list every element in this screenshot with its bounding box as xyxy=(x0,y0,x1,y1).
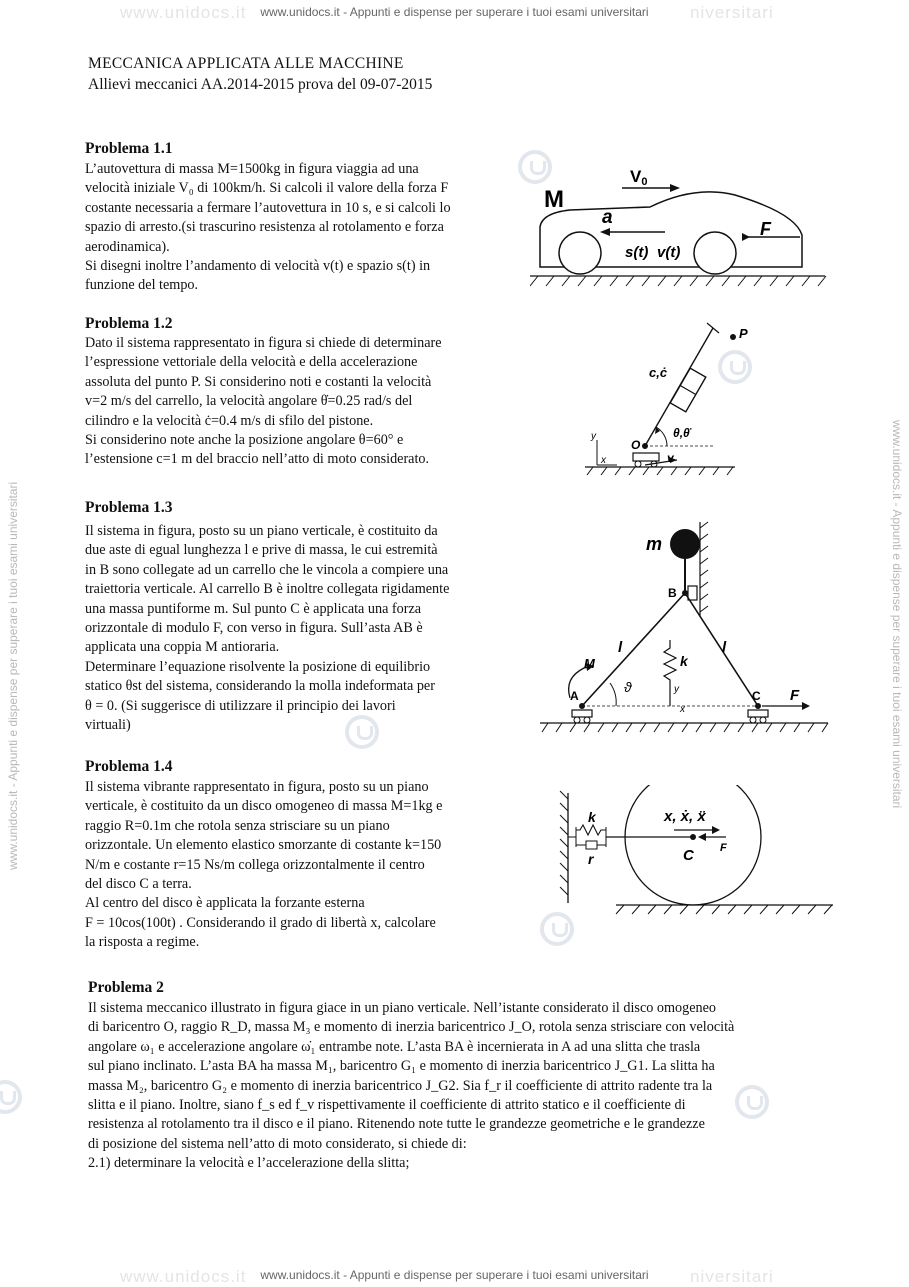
damper-r-label: r xyxy=(588,851,594,867)
text-line: traiettoria verticale. Al carrello B è inoltre collegata rigidamente xyxy=(85,581,450,598)
text-line: Il sistema meccanico illustrato in figura giace in un piano verticale. Nell’istante considerato il disco omogeneo xyxy=(88,1000,716,1016)
watermark-banner-text: www.unidocs.it - Appunti e dispense per superare i tuoi esami universitari xyxy=(256,5,652,19)
text-line: 2.1) determinare la velocità e l’accelerazione della slitta; xyxy=(88,1155,410,1172)
text-line: sul piano inclinato. L’asta BA ha massa M₁, baricentro G₁ e momento di inerzia baricentrico J_G1. La slitta ha xyxy=(88,1058,715,1075)
piston-arm-figure xyxy=(585,315,785,490)
text-line: Si disegni inoltre l’andamento di velocità v(t) e spazio s(t) in xyxy=(85,258,431,275)
angle-label: θ,θ̇ xyxy=(673,426,690,440)
text-line: Il sistema in figura, posto su un piano verticale, è costituito da xyxy=(85,523,438,539)
angle-theta-label: ϑ xyxy=(624,679,632,695)
point-c-label: C xyxy=(752,689,761,703)
problem-1-2-title: Problema 1.2 xyxy=(85,315,173,332)
rod-l-right-label: l xyxy=(722,639,727,656)
text-line: spazio di arresto.(si trascurino resistenza al rotolamento e forza xyxy=(85,219,444,236)
text-line: aerodinamica). xyxy=(85,238,170,255)
text-line: slitta e il piano. Inoltre, siano f_s ed f_v rispettivamente il coefficiente di attrito statico e il coefficiente di xyxy=(88,1097,686,1114)
problem-1-4-title: Problema 1.4 xyxy=(85,758,173,775)
velocity-label: v(t) xyxy=(657,244,681,261)
text-line: massa M₂, baricentro G₂ e momento di inerzia baricentrico J_G2. Sia f_r il coefficiente di attrito radente tra la xyxy=(88,1077,713,1094)
text-line: una massa puntiforme m. Sul punto C è applicata una forza xyxy=(85,600,422,617)
text-line: l’estensione c=1 m del braccio nell’atto di moto considerato. xyxy=(85,451,430,468)
center-c-label: C xyxy=(683,847,694,864)
watermark-vertical-left: www.unidocs.it - Appunti e dispense per superare i tuoi esami universitari xyxy=(6,481,20,870)
text-line: la risposta a regime. xyxy=(85,934,200,951)
text-line: virtuali) xyxy=(85,717,131,734)
force-f-label: F xyxy=(720,842,727,854)
rod-l-left-label: l xyxy=(618,639,623,656)
cart-velocity-label: v xyxy=(667,451,674,465)
point-a-label: A xyxy=(570,689,579,703)
couple-m-label: M xyxy=(584,656,595,671)
problem-1-1-title: Problema 1.1 xyxy=(85,140,173,157)
axis-x-label: x xyxy=(680,704,685,715)
watermark-banner-text: www.unidocs.it - Appunti e dispense per superare i tuoi esami universitari xyxy=(256,1268,652,1282)
text-line: l’espressione vettoriale della velocità e della accelerazione xyxy=(85,354,418,371)
problem-2-title: Problema 2 xyxy=(88,979,164,996)
text-line: del disco C a terra. xyxy=(85,876,192,893)
watermark-vertical-right: www.unidocs.it - Appunti e dispense per superare i tuoi esami universitari xyxy=(890,420,904,809)
text-line: di posizione del sistema nell’atto di moto considerato, si chiede di: xyxy=(88,1135,467,1152)
problem-1-4-text xyxy=(85,778,512,953)
text-line: orizzontale. Un elemento elastico smorzante di costante k=150 xyxy=(85,837,442,854)
text-line: Si considerino note anche la posizione angolare θ=60° e xyxy=(85,432,404,449)
text-line: θ = 0. (Si suggerisce di utilizzare il principio dei lavori xyxy=(85,697,396,714)
problem-1-2-text xyxy=(85,334,512,470)
arm-length-label: c,ċ xyxy=(649,365,668,380)
text-line: Dato il sistema rappresentato in figura si chiede di determinare xyxy=(85,335,442,351)
text-line: assoluta del punto P. Si considerino noti e costanti la velocità xyxy=(85,373,432,390)
text-line: costante necessaria a fermare l’autovettura in 10 s, e si calcoli lo xyxy=(85,199,451,216)
text-line: L’autovettura di massa M=1500kg in figura viaggia ad una xyxy=(85,161,419,177)
text-line: Il sistema vibrante rappresentato in figura, posto su un piano xyxy=(85,779,429,795)
car-figure xyxy=(530,155,830,295)
watermark-logo-icon xyxy=(0,1080,22,1114)
watermark-ghost-text: niversitari xyxy=(690,1267,774,1286)
text-line: in B sono collegate ad un carrello che le vincola a compiere una xyxy=(85,561,449,578)
axis-y-label: y xyxy=(674,684,679,695)
text-line: orizzontale di modulo F, con verso in figura. Sull’asta AB è xyxy=(85,620,423,637)
text-line: N/m e costante r=15 Ns/m collega orizzontalmente il centro xyxy=(85,856,425,873)
velocity-v0-label: V0 xyxy=(630,167,648,188)
exam-subtitle: Allievi meccanici AA.2014-2015 prova del 09-07-2015 xyxy=(88,76,433,93)
force-f-label: F xyxy=(790,687,800,704)
car-wheel-front xyxy=(694,232,736,274)
disk-vibration-figure xyxy=(548,785,833,930)
text-line: velocità iniziale V₀ di 100km/h. Si calcoli il valore della forza F xyxy=(85,180,449,197)
text-line: cilindro e la velocità ċ=0.4 m/s di sfilo del pistone. xyxy=(85,412,374,429)
problem-1-1-text xyxy=(85,160,512,296)
text-line: funzione del tempo. xyxy=(85,277,199,294)
text-line: applicata una coppia M antioraria. xyxy=(85,639,280,656)
watermark-banner-bottom xyxy=(0,1268,909,1282)
acceleration-label: a xyxy=(602,207,613,228)
text-line: angolare ω₁ e accelerazione angolare ω̇₁ entrambe note. L’asta BA è incernierata in A ad una slitta che trasla xyxy=(88,1038,701,1055)
text-line: F = 10cos(100t) . Considerando il grado di libertà x, calcolare xyxy=(85,914,436,931)
watermark-ghost-text: www.unidocs.it xyxy=(120,3,247,22)
watermark-ghost-text: niversitari xyxy=(690,3,774,22)
disk xyxy=(625,785,761,905)
force-label: F xyxy=(760,219,771,239)
text-line: Determinare l’equazione risolvente la posizione di equilibrio xyxy=(85,658,431,675)
displacement-label: x, ẋ, ẍ xyxy=(664,808,706,825)
text-line: raggio R=0.1m che rotola senza strisciare su un piano xyxy=(85,817,390,834)
text-line: Al centro del disco è applicata la forzante esterna xyxy=(85,895,365,912)
axis-y-label: y xyxy=(591,431,596,442)
text-line: resistenza al rotolamento tra il disco e il piano. Ritenendo note tutte le grandezze geometriche e le grandezze xyxy=(88,1116,705,1133)
text-line: verticale, è costituito da un disco omogeneo di massa M=1kg e xyxy=(85,798,443,815)
problem-1-3-title: Problema 1.3 xyxy=(85,499,173,516)
spring-k-label: k xyxy=(680,653,688,669)
origin-o-label: O xyxy=(631,438,641,452)
mass-m xyxy=(670,529,700,559)
problem-1-3-text xyxy=(85,522,512,735)
car-mass-label: M xyxy=(544,186,564,213)
car-wheel-rear xyxy=(559,232,601,274)
mass-m-label: m xyxy=(645,534,662,554)
linkage-figure xyxy=(540,520,830,735)
space-label: s(t) xyxy=(625,244,649,261)
problem-2-text xyxy=(88,999,823,1174)
text-line: di baricentro O, raggio R_D, massa M₃ e momento di inerzia baricentrico J_O, rotola senza strisciare con velocità xyxy=(88,1019,735,1036)
point-p-label: P xyxy=(739,326,748,341)
text-line: v=2 m/s del carrello, la velocità angolare θ̇=0.25 rad/s del xyxy=(85,393,413,410)
course-title: MECCANICA APPLICATA ALLE MACCHINE xyxy=(88,55,404,72)
watermark-ghost-text: www.unidocs.it xyxy=(120,1267,247,1286)
text-line: due aste di egual lunghezza l e prive di massa, le cui estremità xyxy=(85,542,438,559)
spring-k-label: k xyxy=(588,809,596,825)
axis-x-label: x xyxy=(601,455,606,466)
point-b-label: B xyxy=(668,586,677,600)
watermark-banner-top xyxy=(0,5,909,19)
text-line: statico θst del sistema, considerando la molla indeformata per xyxy=(85,678,435,695)
